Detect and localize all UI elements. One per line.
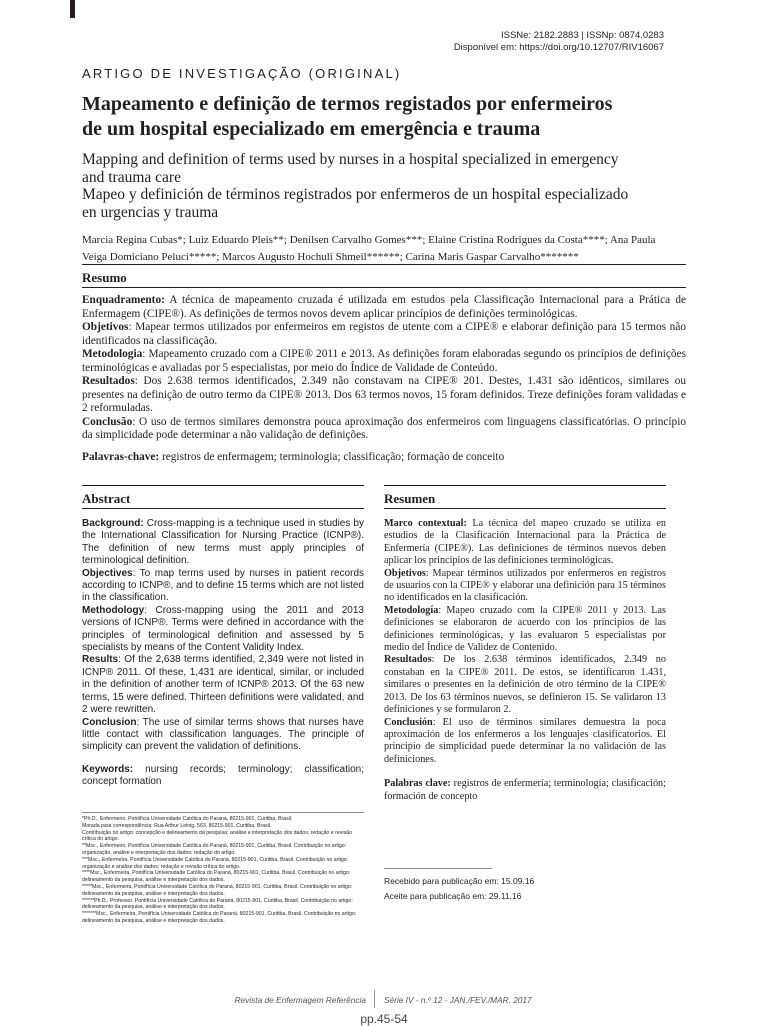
resumo-heading: Resumo	[82, 270, 127, 285]
abstract-background: Background: Cross-mapping is a technique used in studies by the International Classification for Nursing Practice (ICNP®). The definition of new terms must apply principles of terminological definition.	[82, 518, 364, 567]
top-left-marker	[70, 0, 75, 18]
issue-info: Série IV - n.º 12 - JAN./FEV./MAR. 2017	[384, 995, 532, 1005]
article-type: ARTIGO DE INVESTIGAÇÃO (ORIGINAL)	[82, 66, 402, 81]
accepted-date: Aceite para publicação em: 29.11.16	[384, 891, 522, 901]
resumo-rule-top	[82, 264, 686, 265]
issn-text: ISSNe: 2182.2883 | ISSNp: 0874.0283	[500, 30, 664, 41]
journal-name: Revista de Enfermagem Referência	[234, 995, 366, 1005]
abstract-objectives: Objectives: To map terms used by nurses in patient records according to ICNP®, and to define 15 terms which are not listed in the classification.	[82, 567, 364, 604]
resumen-background: Marco contextual: La técnica del mapeo cruzado se utiliza en estudios de la Clasificación Internacional para la Práctica de Enfermería (CIPE®). Las definiciones de términos nuevos deben aplicar los principios de las definiciones terminológicas.	[384, 518, 666, 567]
page-title: Mapeamento e definição de termos registados por enfermeiros de um hospital especializado em emergência e trauma	[82, 93, 613, 140]
abstract-body	[82, 518, 364, 789]
resumo-methodology: Metodologia: Mapeamento cruzado com a CIPE® 2011 e 2013. As definições foram elaboradas segundo os princípios de definições terminológicas e avaliadas por 5 especialistas, por meio do Índice de Validade de Conteúdo.	[82, 348, 686, 374]
english-title: Mapping and definition of terms used by nurses in a hospital specialized in emergency and trauma care	[82, 151, 619, 186]
footnote: *******Msc., Enfermeira, Pontifícia Universidade Católica do Paraná, 80215-901, Curitiba, Brasil. Contribuição no artigo: delineamento da pesquisa, análise e interpretação dos dados.	[82, 911, 357, 924]
page-range: pp.45-54	[360, 1012, 408, 1026]
abstract-heading: Abstract	[82, 491, 131, 506]
resumen-heading: Resumen	[384, 491, 436, 506]
resumo-objectives: Objetivos: Mapear termos utilizados por enfermeiros em registos de utente com a CIPE® e elaborar definição para 15 termos não identificados na classificação.	[82, 321, 686, 347]
spanish-title: Mapeo y definición de términos registrados por enfermeros de un hospital especializado en urgencias y trauma	[82, 186, 629, 221]
footnote: *****Msc., Enfermeira, Pontifícia Universidade Católica do Paraná, 80215-901, Curitiba, Brasil. Contribuição no artigo: delineamento da pesquisa, análise e interpretação dos dados.	[82, 883, 353, 897]
abstract-conclusion: Conclusion: The use of similar terms shows that nurses have little contact with classification languages. The principle of simplicity can prevent the validation of definitions.	[82, 716, 364, 753]
abstract-keywords: Keywords: nursing records; terminology; classification; concept formation	[82, 763, 364, 788]
resumen-results: Resultados: De los 2.638 términos identificados, 2.349 no constaban en la CIPE® 2011. De estos, se identificaron 1.431, similares o presentes en la definición de otro término de la CIPE® 2013. De los 63 términos nuevos, se definieron 15. Se validaron 13 definiciones y se formularon 2.	[384, 654, 666, 716]
resumen-rule-bottom	[384, 508, 666, 509]
footnote: ****Msc., Enfermeira, Pontifícia Universidade Católica do Paraná, 80215-901, Curitiba, Brasil. Contribuição no artigo: delineamento da pesquisa, análise e interpretação dos dados.	[82, 870, 351, 884]
abstract-rule-bottom	[82, 508, 364, 509]
author-list: Marcia Regina Cubas*; Luiz Eduardo Pleis**; Denilsen Carvalho Gomes***; Elaine Cristina Rodrigues da Costa****; Ana Paula Veiga Domiciano Peluci*****; Marcos Augusto Hochuli Shmeil******; Carina Maris Gaspar Carvalho*******	[82, 234, 656, 263]
resumen-body	[384, 518, 666, 803]
resumen-keywords: Palabras clave: registros de enfermería; terminología; clasificación; formación de concepto	[384, 778, 666, 802]
resumo-keywords: Palavras-chave: registros de enfermagem; terminologia; classificação; formação de conceito	[82, 450, 505, 463]
received-date: Recebido para publicação em: 15.09.16	[384, 876, 535, 886]
resumo-rule-bottom	[82, 287, 686, 288]
resumen-conclusion: Conclusión: El uso de términos similares demuestra la poca aproximación de los enfermeros a los lenguajes clasificatorios. El principio de simplicidad puede determinar la no validación de las definiciones.	[384, 716, 666, 765]
abstract-results: Results: Of the 2,638 terms identified, 2,349 were not listed in ICNP® 2011. Of these, 1,431 are identical, similar, or included in the definition of another term of ICNP® 2013. Of the 63 new terms, 15 were defined. Thirteen definitions were validated, and 2 were rewritten.	[82, 654, 364, 716]
translated-titles	[82, 151, 692, 221]
resumen-objectives: Objetivos: Mapear términos utilizados por enfermeros en registros de usuarios con la CIPE® y elaborar una definición para 15 términos no identificados en la clasificación.	[384, 567, 666, 604]
resumen-methodology: Metodología: Mapeo cruzado com la CIPE® 2011 y 2013. Las definiciones se elaboraron de acuerdo con los principios de las definiciones terminológicas, y las evaluaron 5 especialistas por medio del Índice de Validez de Contenido.	[384, 604, 666, 654]
abstract-methodology: Methodology: Cross-mapping using the 2011 and 2013 versions of ICNP®. Terms were defined in accordance with the principles of terminological definition and assessed by 5 specialists by means of the Content Validity Index.	[82, 604, 364, 654]
footnotes	[82, 816, 364, 925]
issn-block	[454, 30, 664, 54]
footer-divider	[374, 990, 375, 1008]
abstract-rule-top	[82, 485, 364, 486]
publication-dates	[384, 874, 666, 904]
footnote: Contribuição no artigo: concepção e delineamento da pesquisa; análise e interpretação dos dados; redação e revisão crítica do artigo.	[82, 829, 352, 843]
footnote: ******Ph.D., Professor, Pontifícia Universidade Católica do Paraná, 80215-901, Curitiba, Brasil. Contribuição no artigo: delineamento da pesquisa, análise e interpretação dos dados.	[82, 897, 353, 911]
resumo-background: Enquadramento: A técnica de mapeamento cruzada é utilizada em estudos pela Classificação Internacional para a Prática de Enfermagem (CIPE®). As definições de termos novos devem aplicar princípios de definições terminológicas.	[82, 294, 686, 320]
footnote: Morada para correspondência: Rua Arthur Leinig, 563, 80215-901, Curitiba, Brasil.	[82, 822, 272, 829]
footnote: **Msc., Enfermeiro, Pontifícia Universidade Católica do Paraná, 80215-901, Curitiba, Brasil. Contribuição no artigo: organização, análise e interpretação dos dados; redação do artigo.	[82, 843, 347, 856]
dates-rule	[384, 868, 492, 869]
footnote: ***Msc., Enfermeira, Pontifícia Universidade Católica do Paraná, 80215-901, Curitiba, Brasil. Contribuição no artigo: organização e análise dos dados; redação e revisão crítica do artigo.	[82, 856, 349, 870]
resumen-rule-top	[384, 485, 666, 486]
doi-text[interactable]: Disponível em: https://doi.org/10.12707/RIV16067	[453, 42, 664, 53]
footnote-rule	[82, 812, 364, 813]
resumo-results: Resultados: Dos 2.638 termos identificados, 2.349 não constavam na CIPE® 201. Destes, 1.431 são idênticos, similares ou presentes na definição de outro termo da CIPE® 2013. Dos 63 termos novos, 15 foram definidos. Treze definições foram validadas e 2 reformuladas.	[82, 375, 686, 414]
footnote: *Ph.D., Enfermeiro, Pontifícia Universidade Católica do Paraná, 80215-901, Curitiba, Brasil.	[82, 816, 293, 822]
resumo-body	[82, 294, 686, 464]
resumo-conclusion: Conclusão: O uso de termos similares demonstra pouca aproximação dos enfermeiros com linguagens classificatórias. O princípio da simplicidade pode determinar a não validação de definições.	[82, 415, 686, 441]
